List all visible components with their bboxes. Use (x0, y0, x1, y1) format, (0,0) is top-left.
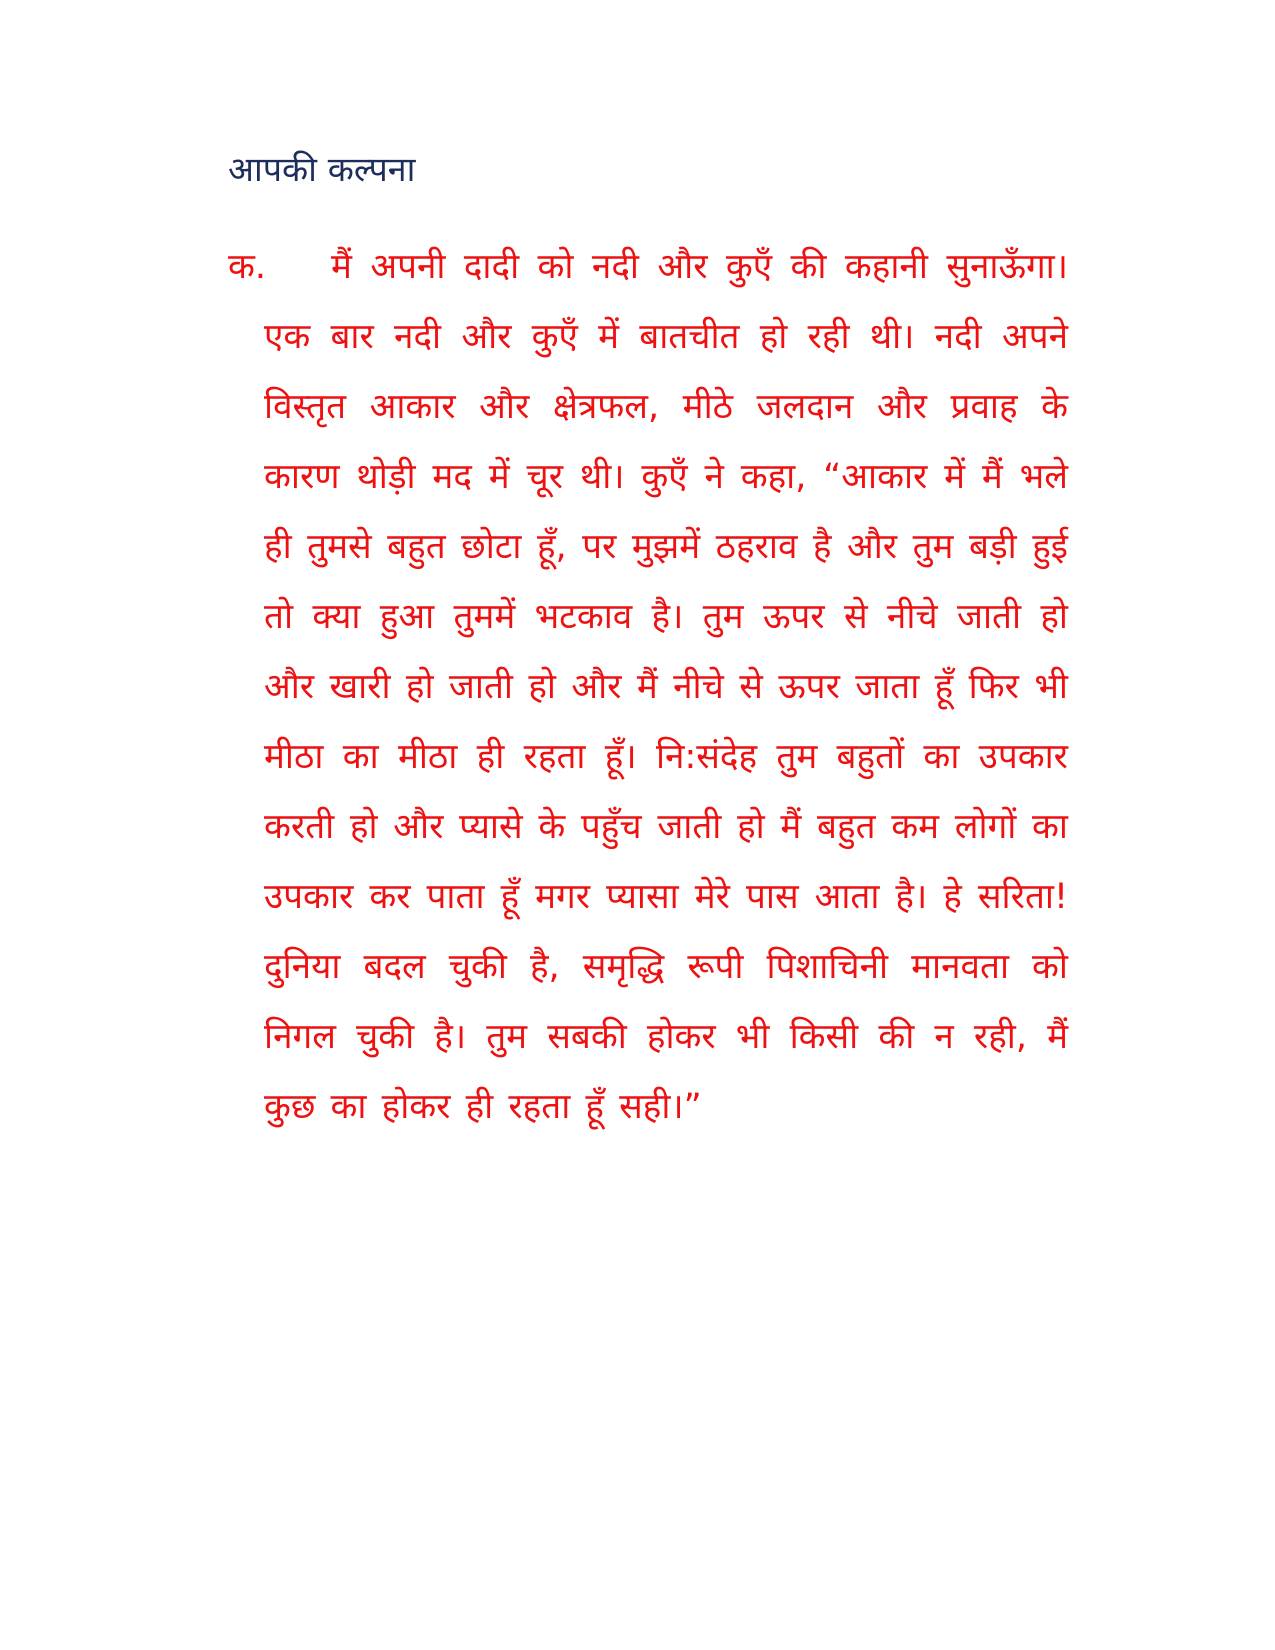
answer-marker: क. (228, 247, 267, 287)
section-heading: आपकी कल्पना (228, 150, 416, 190)
answer-block (228, 232, 1068, 1142)
answer-paragraph: मैं अपनी दादी को नदी और कुएँ की कहानी सुनाऊँगा। एक बार नदी और कुएँ में बातचीत हो रही थी। नदी अपने विस्तृत आकार और क्षेत्रफल, मीठे जलदान और प्रवाह के कारण थोड़ी मद में चूर थी। कुएँ ने कहा, “आकार में मैं भले ही तुमसे बहुत छोटा हूँ, पर मुझमें ठहराव है और तुम बड़ी हुई तो क्या हुआ तुममें भटकाव है। तुम ऊपर से नीचे जाती हो और खारी हो जाती हो और मैं नीचे से ऊपर जाता हूँ फिर भी मीठा का मीठा ही रहता हूँ। नि:संदेह तुम बहुतों का उपकार करती हो और प्यासे के पहुँच जाती हो मैं बहुत कम लोगों का उपकार कर पाता हूँ मगर प्यासा मेरे पास आता है। हे सरिता! दुनिया बदल चुकी है, समृद्धि रूपी पिशाचिनी मानवता को निगल चुकी है। तुम सबकी होकर भी किसी की न रही, मैं कुछ का होकर ही रहता हूँ सही।” (264, 247, 1068, 1127)
